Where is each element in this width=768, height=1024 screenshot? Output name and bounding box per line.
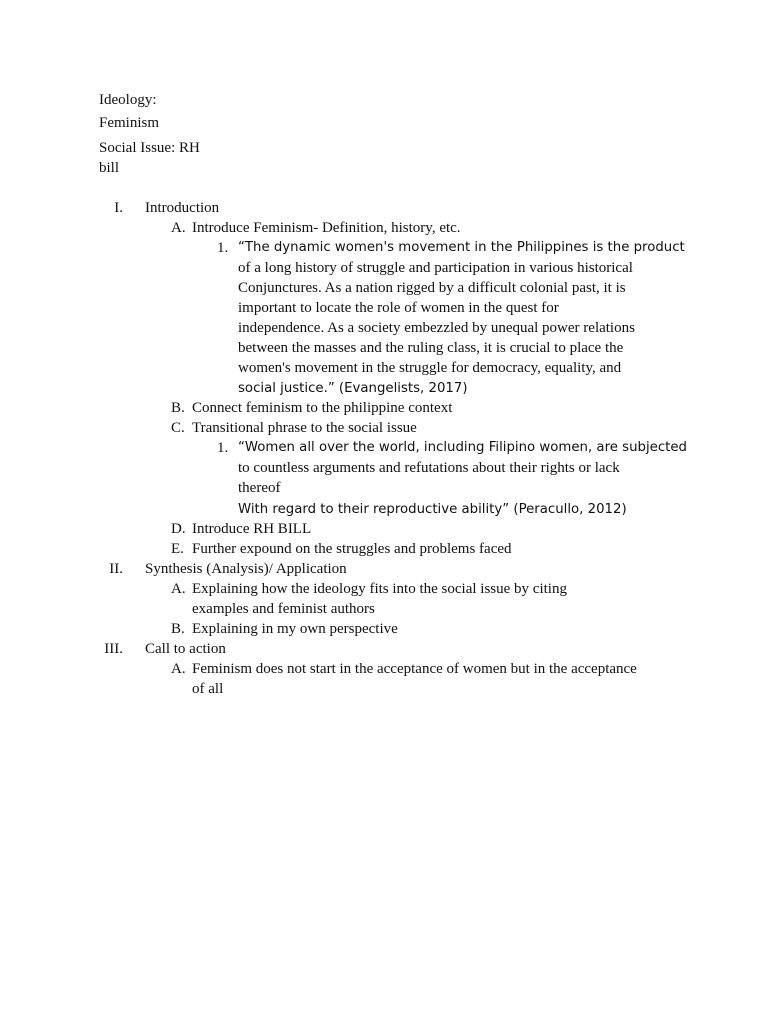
quote-citation-line xyxy=(238,499,627,520)
section-number: III. xyxy=(104,641,123,657)
ideology-value: Feminism xyxy=(99,115,160,131)
subitem-marker: 1. xyxy=(217,440,229,456)
quote-line: independence. As a society embezzled by unequal power relations xyxy=(238,320,635,336)
quote-citation-line xyxy=(238,378,468,399)
item-marker: A. xyxy=(171,661,186,677)
social-issue-line-2: bill xyxy=(99,160,120,176)
item-marker: B. xyxy=(171,400,185,416)
item-marker: D. xyxy=(171,521,186,537)
item-text: examples and feminist authors xyxy=(192,601,375,617)
item-text: Introduce Feminism- Definition, history, etc. xyxy=(192,220,461,236)
item-text: Feminism does not start in the acceptance of women but in the acceptance xyxy=(192,661,637,677)
section-number: II. xyxy=(109,561,123,577)
quote-line: “The dynamic women's movement in the Philippines is the product xyxy=(238,240,685,255)
subitem-marker: 1. xyxy=(217,240,229,256)
item-text: of all xyxy=(192,681,224,697)
quote-end: With regard to their reproductive ability xyxy=(238,502,503,517)
quote-line: women's movement in the struggle for democracy, equality, and xyxy=(238,360,622,376)
social-issue-line-1: Social Issue: RH xyxy=(99,140,200,156)
quote-line: Conjunctures. As a nation rigged by a difficult colonial past, it is xyxy=(238,280,626,296)
quote-line: “Women all over the world, including Filipino women, are subjected xyxy=(238,440,687,455)
section-title: Call to action xyxy=(145,641,226,657)
item-text: Explaining in my own perspective xyxy=(192,621,398,637)
section-title: Introduction xyxy=(145,200,220,216)
quote-line: to countless arguments and refutations about their rights or lack xyxy=(238,460,620,476)
quote-line: of a long history of struggle and participation in various historical xyxy=(238,260,633,276)
item-text: Transitional phrase to the social issue xyxy=(192,420,417,436)
item-marker: E. xyxy=(171,541,184,557)
item-text: Explaining how the ideology fits into the social issue by citing xyxy=(192,581,567,597)
citation: ” (Peracullo, 2012) xyxy=(502,502,627,517)
item-text: Introduce RH BILL xyxy=(192,521,312,537)
section-number: I. xyxy=(114,200,123,216)
citation: ” (Evangelists, 2017) xyxy=(327,381,468,396)
item-text: Further expound on the struggles and problems faced xyxy=(192,541,512,557)
quote-end: social justice. xyxy=(238,381,328,396)
quote-line: thereof xyxy=(238,480,281,496)
item-marker: C. xyxy=(171,420,185,436)
item-text: Connect feminism to the philippine context xyxy=(192,400,453,416)
item-marker: B. xyxy=(171,621,185,637)
ideology-label: Ideology: xyxy=(99,92,157,108)
item-marker: A. xyxy=(171,581,186,597)
quote-line: between the masses and the ruling class, it is crucial to place the xyxy=(238,340,624,356)
quote-line: important to locate the role of women in the quest for xyxy=(238,300,559,316)
item-marker: A. xyxy=(171,220,186,236)
section-title: Synthesis (Analysis)/ Application xyxy=(145,561,347,577)
